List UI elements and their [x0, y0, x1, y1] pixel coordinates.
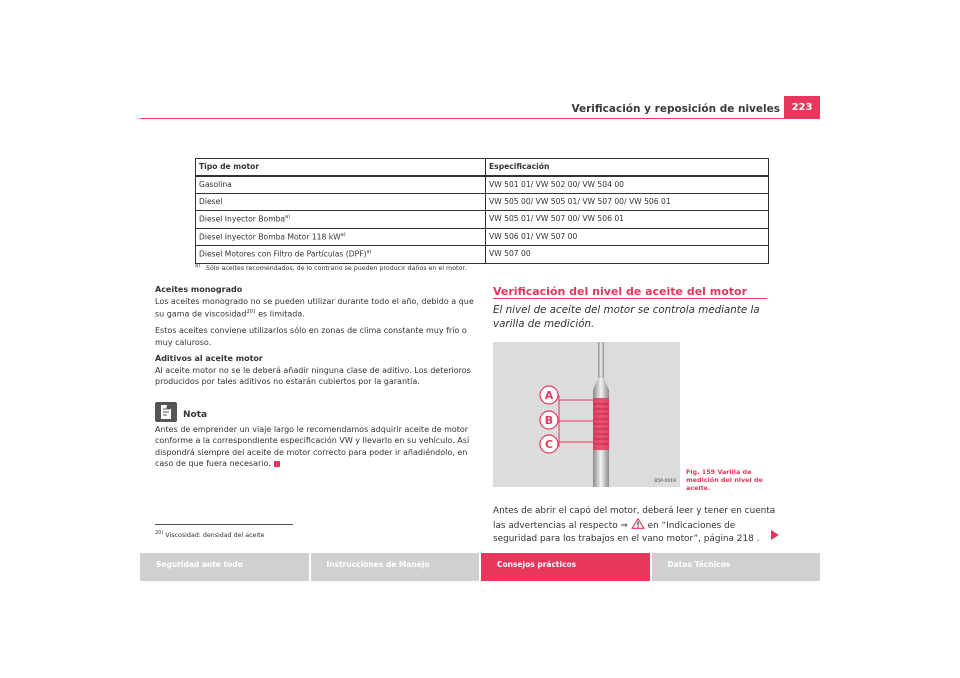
label-c: C	[544, 438, 554, 451]
engine-cell: Gasolina	[199, 180, 232, 189]
spec-cell: VW 501 01/ VW 502 00/ VW 504 00	[486, 176, 769, 194]
table-row	[196, 246, 769, 264]
engine-cell: Diesel Motores con Filtro de Partículas (DPF)	[199, 249, 367, 259]
column-header-engine: Tipo de motor	[196, 159, 486, 177]
figure-code: B5P-0019	[654, 479, 676, 484]
table-row	[196, 194, 769, 211]
footer-nav	[140, 553, 820, 581]
table-header-row	[196, 159, 769, 177]
mono-text-end: es limitada.	[255, 309, 305, 319]
nota-header	[155, 402, 475, 422]
table-footnote	[195, 263, 466, 272]
dipstick-figure	[493, 342, 680, 487]
footnote-ref: a)	[366, 249, 372, 256]
mono-heading: Aceites monogrado	[155, 285, 243, 294]
additives-paragraph: Al aceite motor no se le deberá añadir ninguna clase de aditivo. Los deterioros producidos por tales aditivos no estarán cubiertos por la garantía.	[155, 365, 471, 387]
page-footnote-mark: 20)	[155, 530, 164, 536]
oil-spec-table	[195, 158, 769, 264]
section-rule	[493, 298, 767, 299]
footnote-ref: a)	[285, 214, 291, 220]
section-lead: El nivel de aceite del motor se controla mediante la varilla de medición.	[493, 304, 760, 330]
mono-paragraph-1	[155, 296, 475, 321]
spec-cell: VW 505 01/ VW 507 00/ VW 506 01	[486, 211, 769, 229]
nota-body: Antes de emprender un viaje largo le recomendamos adquirir aceite de motor conforme a la correspondiente especificación VW y llevarlo en su vehículo. Así dispondrá siempre del aceite de motor correcto para poder ir añadiéndolo, en caso de que fuera necesario.	[155, 424, 470, 469]
engine-cell: Diesel	[199, 197, 223, 206]
page-footnote-text: Viscosidad: densidad del aceite	[165, 532, 265, 540]
footnote-rule	[155, 524, 293, 525]
page-header-title: Verificación y reposición de niveles	[571, 103, 780, 115]
warning-triangle-icon	[631, 518, 645, 529]
page-footnote	[155, 530, 265, 539]
column-header-spec: Especificación	[486, 159, 769, 177]
spec-cell: VW 506 01/ VW 507 00	[486, 228, 769, 246]
tab-instrucciones[interactable]: Instrucciones de Manejo	[311, 553, 480, 581]
tab-datos-tecnicos[interactable]: Datos Técnicos	[652, 553, 821, 581]
section-title: Verificación del nivel de aceite del motor	[493, 285, 748, 298]
nota-text	[155, 424, 475, 470]
body-text-after: en “Indicaciones de seguridad para los trabajos en el vano motor”, página 218 .	[493, 521, 760, 544]
header-rule	[140, 118, 820, 119]
next-page-arrow-icon[interactable]	[771, 530, 779, 540]
dipstick-illustration	[493, 342, 680, 487]
engine-cell: Diesel Inyector Bomba	[199, 214, 286, 224]
left-column	[155, 284, 475, 475]
table-row	[196, 176, 769, 194]
end-of-section-icon	[274, 461, 280, 467]
table-row	[196, 211, 769, 229]
table-row	[196, 228, 769, 246]
table-footnote-mark: a)	[195, 263, 201, 269]
figure-caption: Fig. 159 Varilla de medición del nivel de aceite.	[686, 468, 763, 492]
spec-cell: VW 507 00	[486, 246, 769, 264]
note-icon	[155, 402, 177, 422]
engine-cell: Diesel Inyector Bomba Motor 118 kW	[199, 232, 341, 242]
mono-paragraph-2: Estos aceites conviene utilizarlos sólo en zonas de clima constante muy frío o muy caluroso.	[155, 326, 467, 347]
mono-text: Los aceites monogrado no se pueden utilizar durante todo el año, debido a que su gama de viscosidad	[155, 296, 474, 319]
body-paragraph	[493, 505, 778, 546]
label-a: A	[544, 389, 554, 402]
table-footnote-text: Sólo aceites recomendados, de lo contrario se pueden producir daños en el motor.	[206, 265, 467, 273]
nota-label: Nota	[183, 410, 208, 421]
spec-cell: VW 505 00/ VW 505 01/ VW 507 00/ VW 506 01	[486, 194, 769, 211]
body-text-before: Antes de abrir el capó del motor, deberá leer y tener en cuenta las advertencias al respecto ⇒	[493, 506, 776, 531]
tab-consejos[interactable]: Consejos prácticos	[481, 553, 650, 581]
footnote-ref: 20)	[246, 309, 256, 315]
label-b: B	[544, 414, 554, 427]
footnote-ref: a)	[340, 231, 346, 238]
page-number: 223	[784, 96, 820, 118]
additives-heading: Aditivos al aceite motor	[155, 354, 263, 364]
tab-seguridad[interactable]: Seguridad ante todo	[140, 553, 309, 581]
